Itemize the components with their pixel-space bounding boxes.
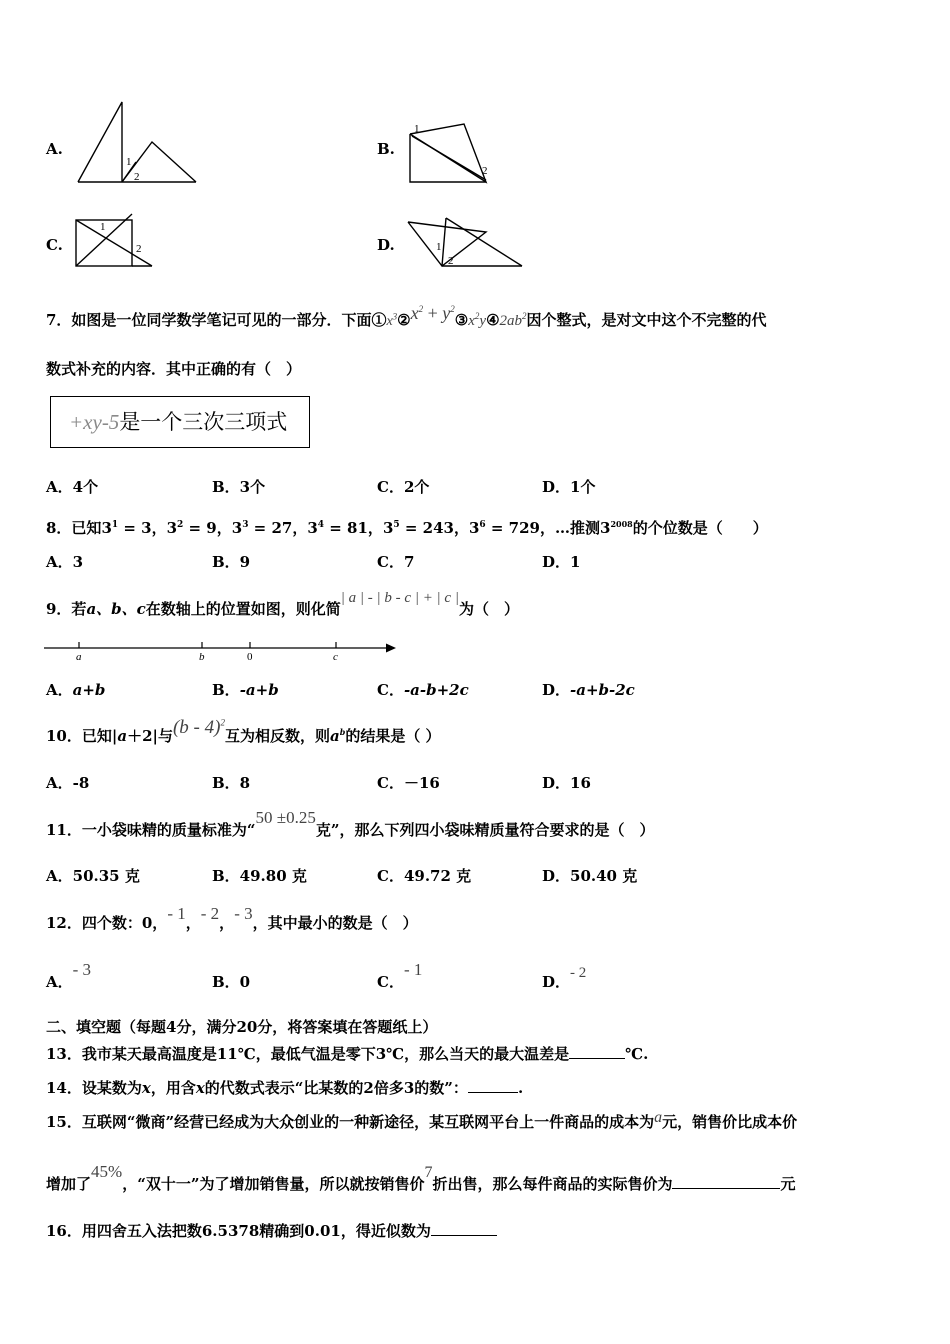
- q10-option-d: D．16: [542, 774, 591, 792]
- angle-2-label: 2: [482, 165, 488, 177]
- option-b-label: B.: [377, 140, 395, 158]
- question-10: 10．已知|a＋2|与(b - 4)$^2$互为相反数，则$a^b$的结果是（ ）: [46, 717, 441, 745]
- q7-option-b: B．3个: [212, 478, 266, 496]
- angle-1-label: 1: [100, 221, 106, 233]
- q12-option-a: A．- 3: [46, 960, 92, 991]
- q10-option-b: B．8: [212, 774, 251, 792]
- section-2-heading: 二、填空题（每题4分，满分20分，将答案填在答题纸上）: [46, 1018, 438, 1036]
- figure-option-a: [70, 98, 202, 186]
- angle-2-label: 2: [136, 243, 142, 255]
- q9-option-b: B．-a+b: [212, 681, 279, 699]
- q8-option-c: C．7: [377, 553, 415, 571]
- q8-option-b: B．9: [212, 553, 251, 571]
- q8-option-d: D．1: [542, 553, 581, 571]
- option-c-label: C.: [46, 236, 63, 254]
- figure-option-d: [402, 212, 528, 274]
- q10-option-c: C．－16: [377, 774, 440, 792]
- q12-option-b: B．0: [212, 973, 251, 991]
- q7-option-a: A．4个: [46, 478, 99, 496]
- q9-option-a: A．a+b: [46, 681, 106, 699]
- option-d-label: D.: [377, 236, 395, 254]
- angle-2-label: 2: [448, 255, 454, 267]
- q11-option-d: D．50.40 克: [542, 867, 638, 885]
- q9-option-d: D．-a+b-2c: [542, 681, 635, 699]
- question-15-line2: 增加了45%，“双十一”为了增加销售量，所以就按销售价7折出售，那么每件商品的实际售价为 元: [46, 1162, 796, 1193]
- question-11: 11．一小袋味精的质量标准为“50 ±0.25克”，那么下列四小袋味精质量符合要求的是（ ）: [46, 808, 655, 839]
- figure-option-c: [70, 208, 160, 272]
- q12-option-c: C．- 1: [377, 960, 423, 991]
- q7-option-d: D．1个: [542, 478, 596, 496]
- axis-label-b: b: [199, 651, 205, 663]
- answer-blank-14[interactable]: [468, 1078, 518, 1093]
- answer-blank-15[interactable]: [672, 1174, 780, 1189]
- q11-option-c: C．49.72 克: [377, 867, 472, 885]
- question-14: 14．设某数为x，用含x的代数式表示“比某数的2倍多3的数”： .: [46, 1079, 524, 1097]
- axis-label-zero: 0: [247, 651, 253, 663]
- q12-option-d: D．- 2: [542, 965, 587, 991]
- axis-label-c: c: [333, 651, 338, 663]
- notebook-excerpt: +xy-5是一个三次三项式: [50, 396, 310, 448]
- q7-option-c: C．2个: [377, 478, 430, 496]
- q8-option-a: A．3: [46, 553, 84, 571]
- question-9: 9．若a、b、c在数轴上的位置如图，则化简| a | - | b - c | + | c |为（ ）: [46, 590, 519, 618]
- q11-option-b: B．49.80 克: [212, 867, 307, 885]
- angle-1-label: 1: [126, 156, 132, 168]
- question-15-line1: 15．互联网“微商”经营已经成为大众创业的一种新途径，某互联网平台上一件商品的成本为a元，销售价比成本价: [46, 1109, 798, 1131]
- question-12: 12．四个数：0，- 1，- 2，- 3，其中最小的数是（ ）: [46, 904, 418, 932]
- answer-blank-16[interactable]: [431, 1221, 497, 1236]
- angle-1-label: 1: [414, 123, 420, 135]
- answer-blank-13[interactable]: [569, 1044, 625, 1059]
- angle-2-label: 2: [134, 171, 140, 183]
- question-7-line2: 数式补充的内容．其中正确的有（ ）: [46, 360, 302, 378]
- q10-option-a: A．-8: [46, 774, 90, 792]
- question-7-line1: 7．如图是一位同学数学笔记可见的一部分．下面$①x^3②x^2$ + $y^2③x^2y④2ab^2$因个整式，是对文中这个不完整的代: [46, 303, 767, 329]
- q11-option-a: A．50.35 克: [46, 867, 140, 885]
- number-line: [40, 638, 402, 664]
- question-16: 16．用四舍五入法把数6.5378精确到0.01，得近似数为: [46, 1220, 497, 1241]
- question-13: 13．我市某天最高温度是11℃，最低气温是零下3℃，那么当天的最大温差是 ℃.: [46, 1045, 649, 1063]
- q9-option-c: C．-a-b+2c: [377, 681, 469, 699]
- figure-option-b: [402, 118, 494, 188]
- option-a-label: A.: [46, 140, 63, 158]
- question-8: 8．已知$3^1 = 3$，$3^2 = 9$，$3^3 = 27$，$3^4 = 81$，$3^5 = 243$，$3^6 = 729$，…推测$3^{2008}$的个位数是（ ）: [46, 519, 768, 537]
- angle-1-label: 1: [436, 241, 442, 253]
- axis-label-a: a: [76, 651, 82, 663]
